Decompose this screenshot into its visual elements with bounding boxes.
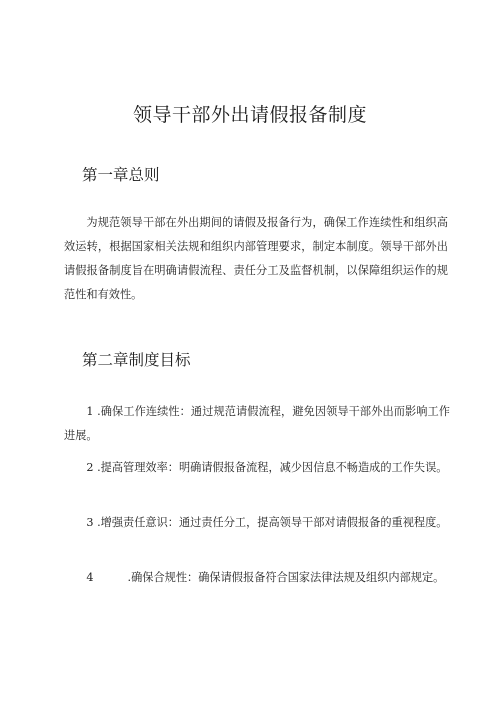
- goal-item-1: [64, 400, 450, 448]
- goal-item-3-text: .增强责任意识：通过责任分工，提高领导干部对请假报备的重视程度。: [93, 516, 448, 529]
- chapter-1-heading: 第一章总则: [82, 166, 160, 184]
- goal-item-2: [64, 456, 450, 480]
- goal-item-3: [64, 511, 450, 535]
- goal-item-1-number: 1: [86, 405, 94, 418]
- goal-item-1-text: .确保工作连续性：通过规范请假流程，避免因领导干部外出而影响工作进展。: [64, 405, 450, 442]
- goal-item-4: [64, 566, 450, 590]
- goal-item-4-number: 4: [86, 571, 94, 584]
- chapter-1-paragraph: 为规范领导干部在外出期间的请假及报备行为，确保工作连续性和组织高效运转，根据国家相关法规和组织内部管理要求，制定本制度。领导干部外出请假报备制度旨在明确请假流程、责任分工及监督机制，以保障组织运作的规范性和有效性。: [64, 216, 448, 301]
- document-title: 领导干部外出请假报备制度: [132, 104, 367, 126]
- goal-item-3-number: 3: [86, 516, 94, 529]
- goal-item-4-text: .确保合规性：确保请假报备符合国家法律法规及组织内部规定。: [127, 571, 445, 584]
- goal-item-2-text: .提高管理效率：明确请假报备流程，减少因信息不畅造成的工作失误。: [93, 461, 448, 474]
- chapter-2-heading: 第二章制度目标: [82, 351, 191, 369]
- goal-item-2-number: 2: [86, 461, 94, 474]
